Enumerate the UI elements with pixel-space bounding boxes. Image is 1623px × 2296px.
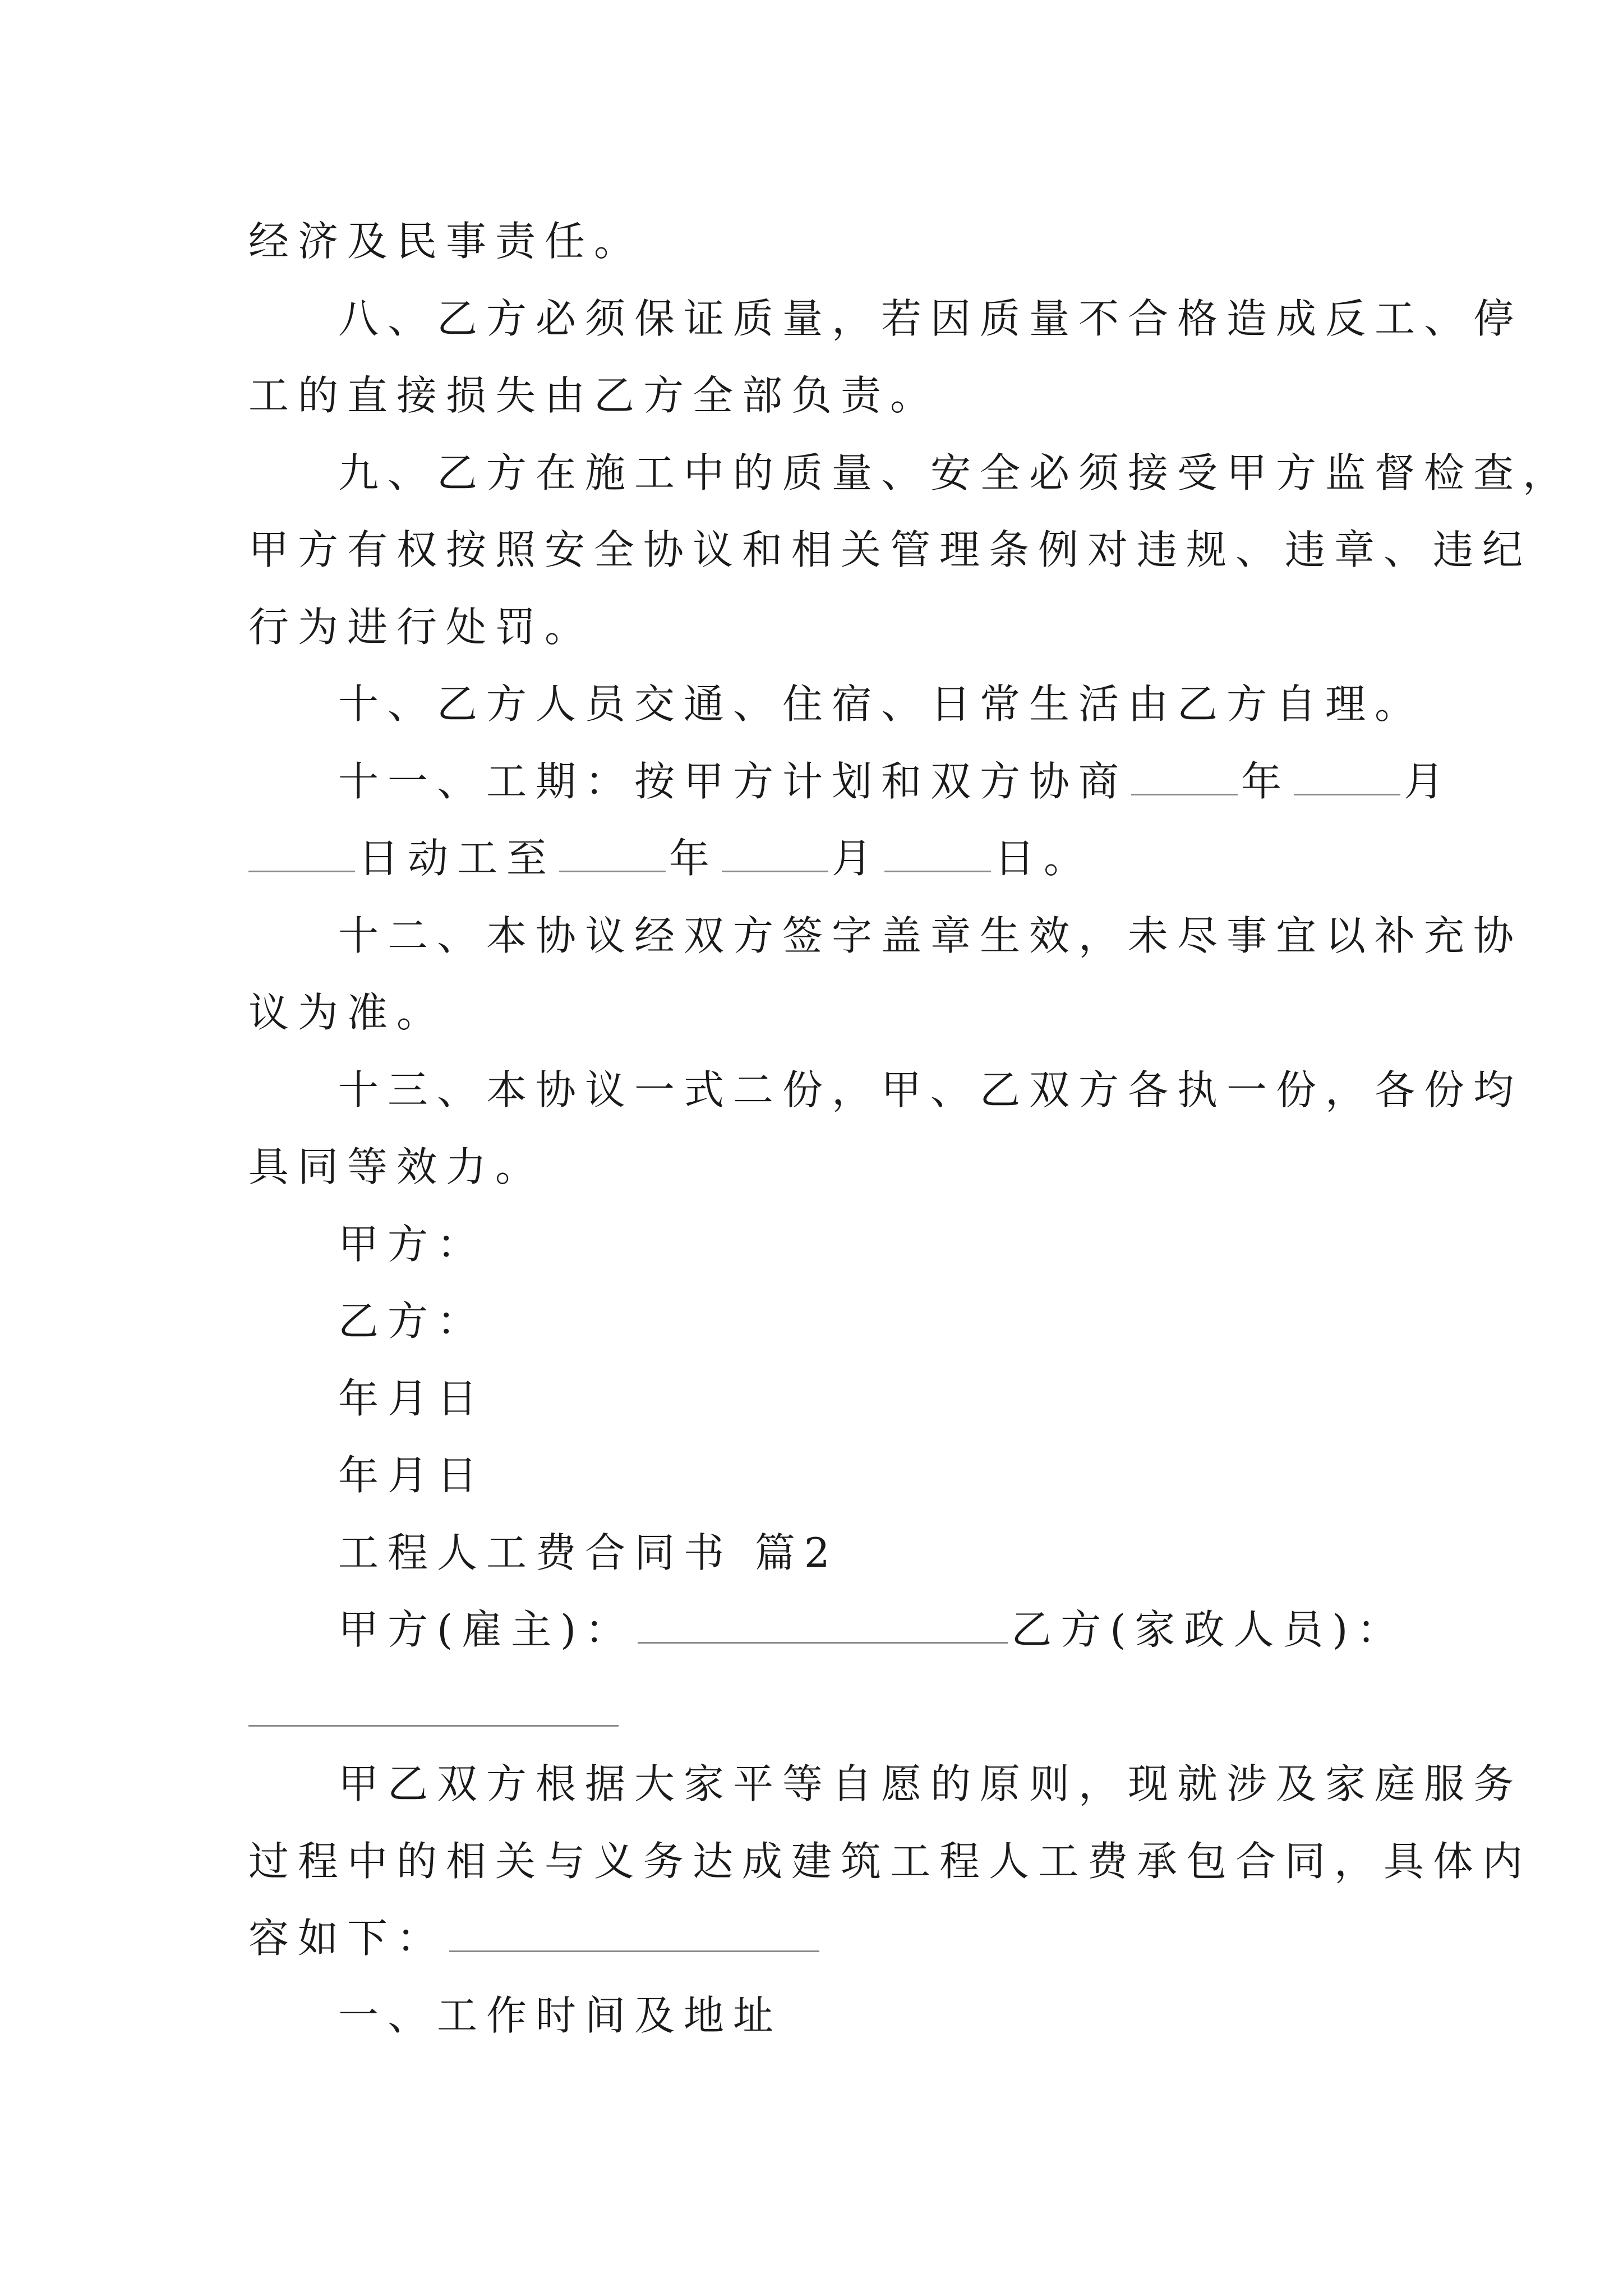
clause-12-line-2 [248, 982, 446, 1043]
text-span: 过程中的相关与义务达成建筑工程人工费承包合同，具体内 [248, 1838, 1532, 1885]
text-span: 甲方： [338, 1221, 487, 1268]
clause-13-line-1 [338, 1059, 1523, 1121]
party-a-signature [338, 1213, 486, 1275]
text-span: 年 [1241, 758, 1291, 805]
parties-line [338, 1599, 1406, 1660]
clause-9-line-1 [338, 442, 1572, 504]
blank-field [638, 1607, 1008, 1644]
clause-8-line-2 [248, 365, 939, 426]
text-span: 议为准。 [248, 989, 446, 1036]
text-span: 一、工作时间及地址 [338, 1992, 783, 2039]
intro-line-3 [248, 1907, 823, 1969]
clause-12-line-1 [338, 905, 1523, 967]
clause-11-line-2 [248, 827, 1093, 889]
text-span: 甲方(雇主)： [338, 1606, 635, 1653]
text-span: 工程人工费合同书 篇2 [338, 1529, 839, 1576]
blank-field [248, 1725, 619, 1727]
blank-field [1131, 759, 1238, 795]
clause-13-line-2 [248, 1136, 545, 1198]
text-span: 十一、工期：按甲方计划和双方协商 [338, 758, 1128, 805]
blank-field [884, 836, 991, 872]
text-span: 日。 [994, 835, 1094, 882]
text-span: 年月日 [338, 1375, 487, 1422]
text-span: 十、乙方人员交通、住宿、日常生活由乙方自理。 [338, 680, 1424, 728]
text-span: 年 [669, 835, 719, 882]
text-span: 月 [1404, 758, 1454, 805]
text-span: 月 [832, 835, 882, 882]
section-heading [338, 1522, 839, 1584]
text-span: 日动工至 [358, 835, 556, 882]
intro-line-2 [248, 1830, 1532, 1892]
clause-9-line-3 [248, 596, 594, 658]
text-span: 甲乙双方根据大家平等自愿的原则，现就涉及家庭服务 [338, 1760, 1523, 1807]
date-line-1 [338, 1368, 486, 1429]
blank-field [449, 1916, 819, 1952]
date-line-2 [338, 1444, 486, 1506]
text-span: 经济及民事责任。 [248, 218, 644, 265]
blank-field [559, 836, 666, 872]
text-span: 具同等效力。 [248, 1143, 545, 1190]
text-span: 容如下： [248, 1915, 446, 1962]
blank-field [248, 836, 355, 872]
text-span: 乙方(家政人员)： [1011, 1606, 1407, 1653]
clause-8-line-1 [338, 288, 1523, 349]
section-1-heading [338, 1985, 782, 2046]
clause-9-line-2 [248, 519, 1532, 581]
text-span: 八、乙方必须保证质量，若因质量不合格造成反工、停 [338, 295, 1523, 342]
text-line [248, 210, 643, 272]
party-b-signature [338, 1290, 486, 1352]
text-span: 十三、本协议一式二份，甲、乙双方各执一份，各份均 [338, 1066, 1523, 1114]
text-span: 九、乙方在施工中的质量、安全必须接受甲方监督检查， [338, 449, 1573, 496]
text-span: 年月日 [338, 1452, 487, 1499]
text-span: 工的直接损失由乙方全部负责。 [248, 372, 940, 419]
blank-field [722, 836, 828, 872]
text-span: 行为进行处罚。 [248, 604, 594, 651]
blank-field [1294, 759, 1400, 795]
text-span: 甲方有权按照安全协议和相关管理条例对违规、违章、违纪 [248, 526, 1532, 573]
text-span: 乙方： [338, 1297, 487, 1345]
intro-line-1 [338, 1753, 1523, 1815]
text-span: 十二、本协议经双方签字盖章生效，未尽事宜以补充协 [338, 912, 1523, 959]
clause-11-line-1 [338, 751, 1453, 812]
clause-10-line [338, 673, 1424, 735]
